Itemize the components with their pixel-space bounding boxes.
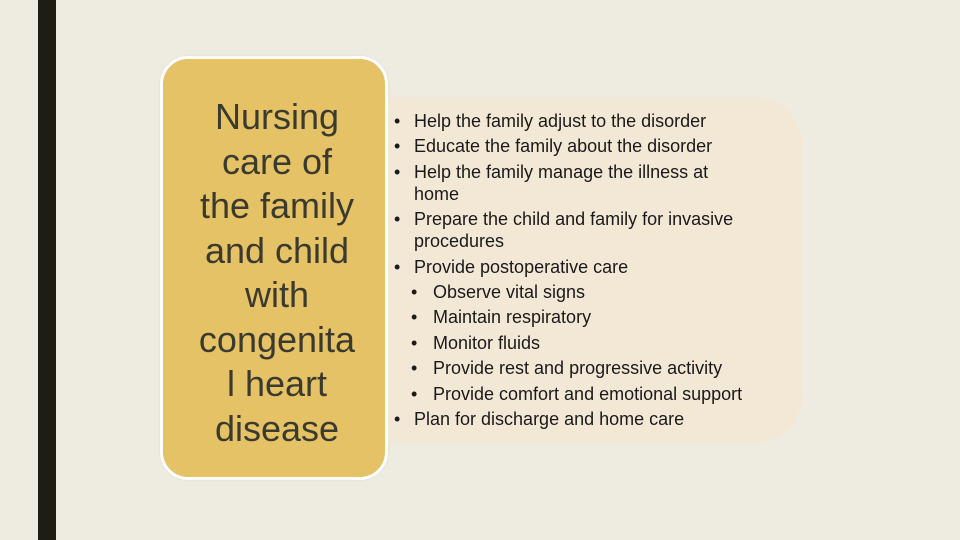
bullet-item: • Help the family manage the illness at home — [392, 161, 742, 205]
sub-bullet-item: • Monitor fluids — [392, 332, 742, 354]
sub-bullet-item: • Provide rest and progressive activity — [392, 357, 742, 379]
left-accent-bar — [38, 0, 56, 540]
title-panel — [160, 56, 388, 480]
bullet-item: • Plan for discharge and home care — [392, 408, 742, 430]
bullet-list — [392, 110, 742, 433]
bullet-item: • Help the family adjust to the disorder — [392, 110, 742, 132]
bullet-item: • Prepare the child and family for invasive procedures — [392, 208, 742, 252]
bullet-item: • Provide postoperative care — [392, 256, 742, 278]
sub-bullet-item: • Provide comfort and emotional support — [392, 383, 742, 405]
slide-title: Nursing care of the family and child with congenita l heart disease — [198, 96, 356, 449]
sub-bullet-item: • Observe vital signs — [392, 281, 742, 303]
bullet-item: • Educate the family about the disorder — [392, 135, 742, 157]
sub-bullet-item: • Maintain respiratory — [392, 306, 742, 328]
